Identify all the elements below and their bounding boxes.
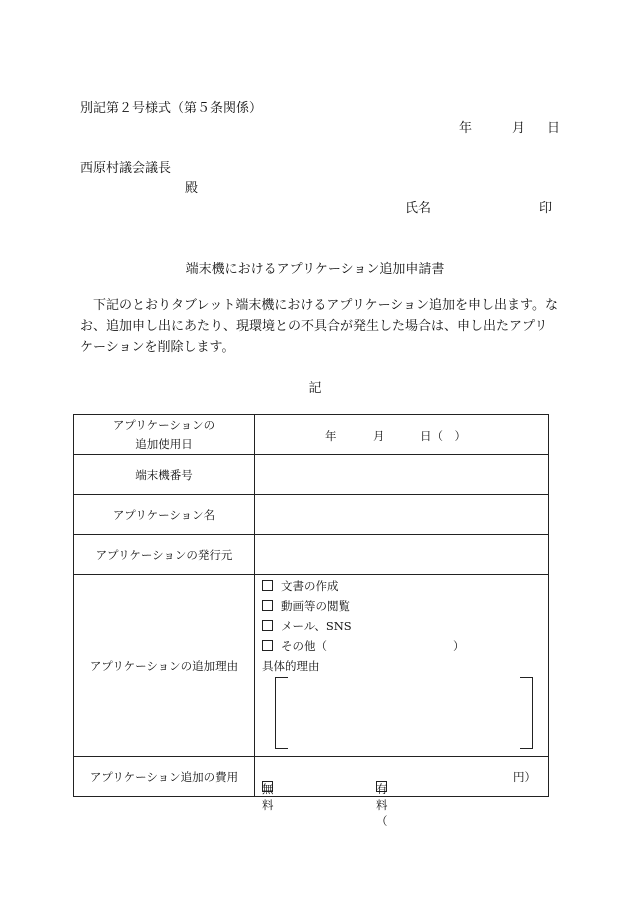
field-add-reason xyxy=(255,575,549,757)
bracket-left xyxy=(275,677,288,749)
bracket-right xyxy=(520,677,533,749)
usage-day: 日（ ） xyxy=(420,429,466,443)
field-app-name[interactable] xyxy=(255,495,549,535)
form-number: 別記第２号様式（第５条関係） xyxy=(80,101,263,116)
checkbox-icon[interactable] xyxy=(262,600,273,611)
reason-option-other[interactable]: その他（ ） xyxy=(255,636,548,656)
reason-option-document[interactable]: 文書の作成 xyxy=(255,576,548,596)
label-terminal-number: 端末機番号 xyxy=(74,455,255,495)
checkbox-icon[interactable] xyxy=(262,620,273,631)
label-app-publisher: アプリケーションの発行元 xyxy=(74,535,255,575)
seal-label: 印 xyxy=(539,201,553,216)
label-cost: アプリケーション追加の費用 xyxy=(74,757,255,797)
reason-options xyxy=(255,575,548,756)
label-app-name: アプリケーション名 xyxy=(74,495,255,535)
row-cost xyxy=(74,757,549,797)
specific-reason-input[interactable] xyxy=(289,679,517,745)
row-terminal-number xyxy=(74,455,549,495)
row-add-reason xyxy=(74,575,549,757)
cost-yen: 円） xyxy=(513,770,536,784)
checkbox-icon[interactable] xyxy=(262,640,273,651)
document-title: 端末機におけるアプリケーション追加申請書 xyxy=(185,262,445,277)
reason-option-mail-sns[interactable]: メール、SNS xyxy=(255,616,548,636)
date-month: 月 xyxy=(512,121,526,136)
specific-reason-label: 具体的理由 xyxy=(262,659,320,673)
date-line xyxy=(459,117,560,136)
field-terminal-number[interactable] xyxy=(255,455,549,495)
addressee: 西原村議会議長 xyxy=(80,161,172,176)
field-app-publisher[interactable] xyxy=(255,535,549,575)
body-text: 下記のとおりタブレット端末機におけるアプリケーション追加を申し出ます。なお、追加申し出にあたり、現環境との不具合が発生した場合は、申し出たアプリケーションを削除します。 xyxy=(80,298,559,355)
checkbox-icon[interactable] xyxy=(262,580,273,591)
field-usage-date[interactable] xyxy=(255,415,549,455)
row-app-publisher xyxy=(74,535,549,575)
label-add-reason: アプリケーションの追加理由 xyxy=(74,575,255,757)
honorific: 殿 xyxy=(185,181,199,196)
usage-year: 年 xyxy=(325,429,337,443)
usage-month: 月 xyxy=(373,429,385,443)
label-usage-date: アプリケーションの 追加使用日 xyxy=(74,415,255,455)
ki-heading: 記 xyxy=(308,381,322,396)
date-year: 年 xyxy=(459,121,473,136)
applicant-name-line xyxy=(405,197,552,216)
date-day: 日 xyxy=(547,121,561,136)
row-app-name xyxy=(74,495,549,535)
field-cost: 無料 有料（ 円） xyxy=(255,757,549,797)
row-usage-date xyxy=(74,415,549,455)
reason-option-video[interactable]: 動画等の閲覧 xyxy=(255,596,548,616)
name-label: 氏名 xyxy=(405,201,432,216)
application-form-table xyxy=(73,414,549,828)
